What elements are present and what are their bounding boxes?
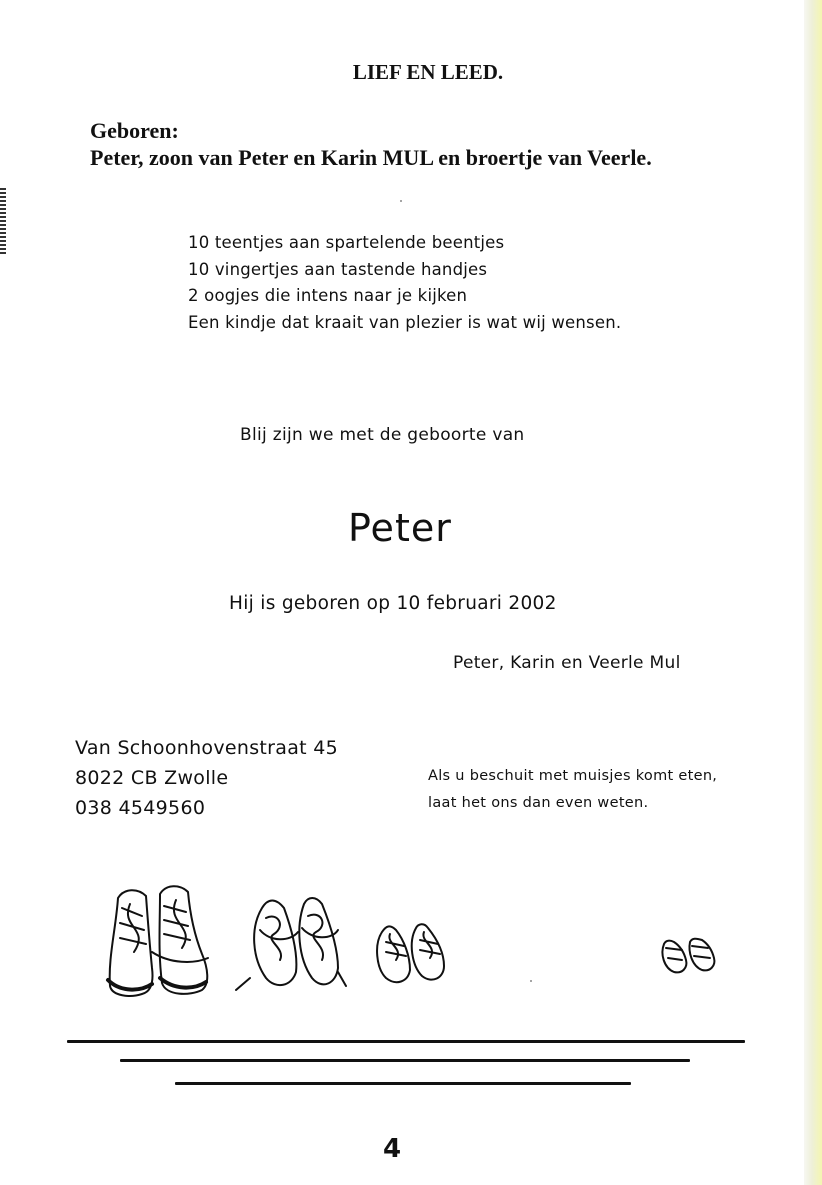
child-shoes-icon <box>236 898 346 990</box>
divider-line <box>175 1082 631 1085</box>
divider-line <box>120 1059 690 1062</box>
speck <box>530 980 532 982</box>
shoes-illustration <box>90 868 740 1008</box>
birth-date: Hij is geboren op 10 februari 2002 <box>229 593 557 614</box>
adult-boots-icon <box>108 886 208 996</box>
note-line: Als u beschuit met muisjes komt eten, <box>428 768 718 784</box>
speck <box>400 200 402 202</box>
address-phone: 038 4549560 <box>75 797 206 819</box>
page-edge <box>804 0 822 1185</box>
baby-booties-icon <box>662 939 714 973</box>
poem <box>188 230 621 336</box>
poem-line: 2 oogjes die intens naar je kijken <box>188 286 468 305</box>
poem-line: 10 teentjes aan spartelende beentjes <box>188 233 505 252</box>
divider-line <box>67 1040 745 1043</box>
page-title: LIEF EN LEED. <box>352 60 504 84</box>
born-text: Peter, zoon van Peter en Karin MUL en broertje van Veerle. <box>90 145 652 170</box>
address-city: 8022 CB Zwolle <box>75 767 229 789</box>
parents-signature: Peter, Karin en Veerle Mul <box>453 653 681 673</box>
baby-name: Peter <box>348 506 452 550</box>
note-block <box>428 763 717 817</box>
address-street: Van Schoonhovenstraat 45 <box>75 737 339 759</box>
poem-line: Een kindje dat kraait van plezier is wat wij wensen. <box>188 312 622 332</box>
born-label: Geboren: <box>90 118 179 143</box>
toddler-shoes-icon <box>377 924 444 982</box>
poem-line: 10 vingertjes aan tastende handjes <box>188 259 488 279</box>
address-block <box>75 733 338 823</box>
binding-mark <box>0 188 6 254</box>
announcement: Blij zijn we met de geboorte van <box>240 425 525 445</box>
page-number: 4 <box>382 1134 402 1164</box>
note-line: laat het ons dan even weten. <box>428 795 649 811</box>
